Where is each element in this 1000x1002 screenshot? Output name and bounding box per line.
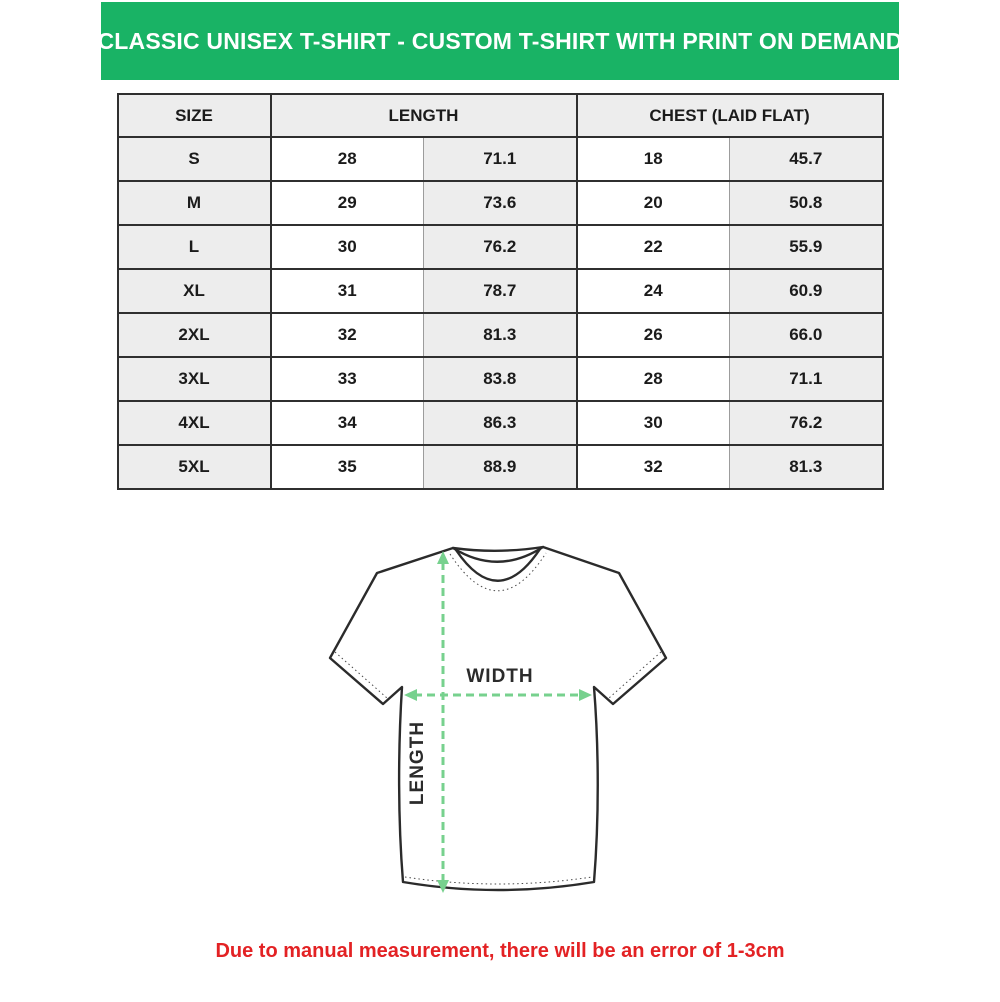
chest-in-cell: 18 [577, 137, 730, 181]
size-cell: XL [118, 269, 271, 313]
length-in-cell: 33 [271, 357, 424, 401]
chest-in-cell: 32 [577, 445, 730, 489]
width-label: WIDTH [466, 666, 534, 687]
length-in-cell: 29 [271, 181, 424, 225]
chest-in-cell: 30 [577, 401, 730, 445]
length-cm-cell: 73.6 [424, 181, 577, 225]
chest-in-cell: 22 [577, 225, 730, 269]
title-banner [97, 2, 903, 80]
table-row [118, 445, 883, 489]
chest-cm-cell: 60.9 [730, 269, 883, 313]
column-header-length: LENGTH [271, 94, 577, 137]
chest-cm-cell: 45.7 [730, 137, 883, 181]
column-header-size: SIZE [118, 94, 271, 137]
length-label: LENGTH [407, 720, 428, 806]
length-cm-cell: 78.7 [424, 269, 577, 313]
length-in-cell: 30 [271, 225, 424, 269]
table-row [118, 269, 883, 313]
length-cm-cell: 83.8 [424, 357, 577, 401]
tshirt-outline [330, 547, 666, 890]
length-in-cell: 34 [271, 401, 424, 445]
table-row [118, 313, 883, 357]
chest-cm-cell: 76.2 [730, 401, 883, 445]
tshirt-measurement-diagram [310, 530, 690, 930]
size-cell: 4XL [118, 401, 271, 445]
chest-cm-cell: 66.0 [730, 313, 883, 357]
chest-cm-cell: 50.8 [730, 181, 883, 225]
length-cm-cell: 71.1 [424, 137, 577, 181]
length-cm-cell: 76.2 [424, 225, 577, 269]
table-row [118, 137, 883, 181]
length-cm-cell: 86.3 [424, 401, 577, 445]
size-cell: S [118, 137, 271, 181]
chest-cm-cell: 55.9 [730, 225, 883, 269]
length-in-cell: 32 [271, 313, 424, 357]
length-cm-cell: 81.3 [424, 313, 577, 357]
size-cell: M [118, 181, 271, 225]
size-chart-table [117, 93, 884, 490]
length-in-cell: 28 [271, 137, 424, 181]
chest-cm-cell: 81.3 [730, 445, 883, 489]
chest-in-cell: 26 [577, 313, 730, 357]
length-in-cell: 31 [271, 269, 424, 313]
size-table-body [118, 137, 883, 489]
size-cell: 2XL [118, 313, 271, 357]
table-row [118, 357, 883, 401]
chest-cm-cell: 71.1 [730, 357, 883, 401]
chest-in-cell: 20 [577, 181, 730, 225]
table-header-row [118, 94, 883, 137]
measurement-disclaimer: Due to manual measurement, there will be an error of 1-3cm [215, 940, 785, 962]
length-cm-cell: 88.9 [424, 445, 577, 489]
table-row [118, 225, 883, 269]
chest-in-cell: 28 [577, 357, 730, 401]
table-row [118, 181, 883, 225]
chest-in-cell: 24 [577, 269, 730, 313]
column-header-chest: CHEST (LAID FLAT) [577, 94, 883, 137]
tshirt-diagram-svg [310, 530, 690, 930]
size-cell: 5XL [118, 445, 271, 489]
table-row [118, 401, 883, 445]
size-cell: 3XL [118, 357, 271, 401]
page-title: CLASSIC UNISEX T-SHIRT - CUSTOM T-SHIRT WITH PRINT ON DEMAND [97, 27, 903, 54]
size-cell: L [118, 225, 271, 269]
length-in-cell: 35 [271, 445, 424, 489]
